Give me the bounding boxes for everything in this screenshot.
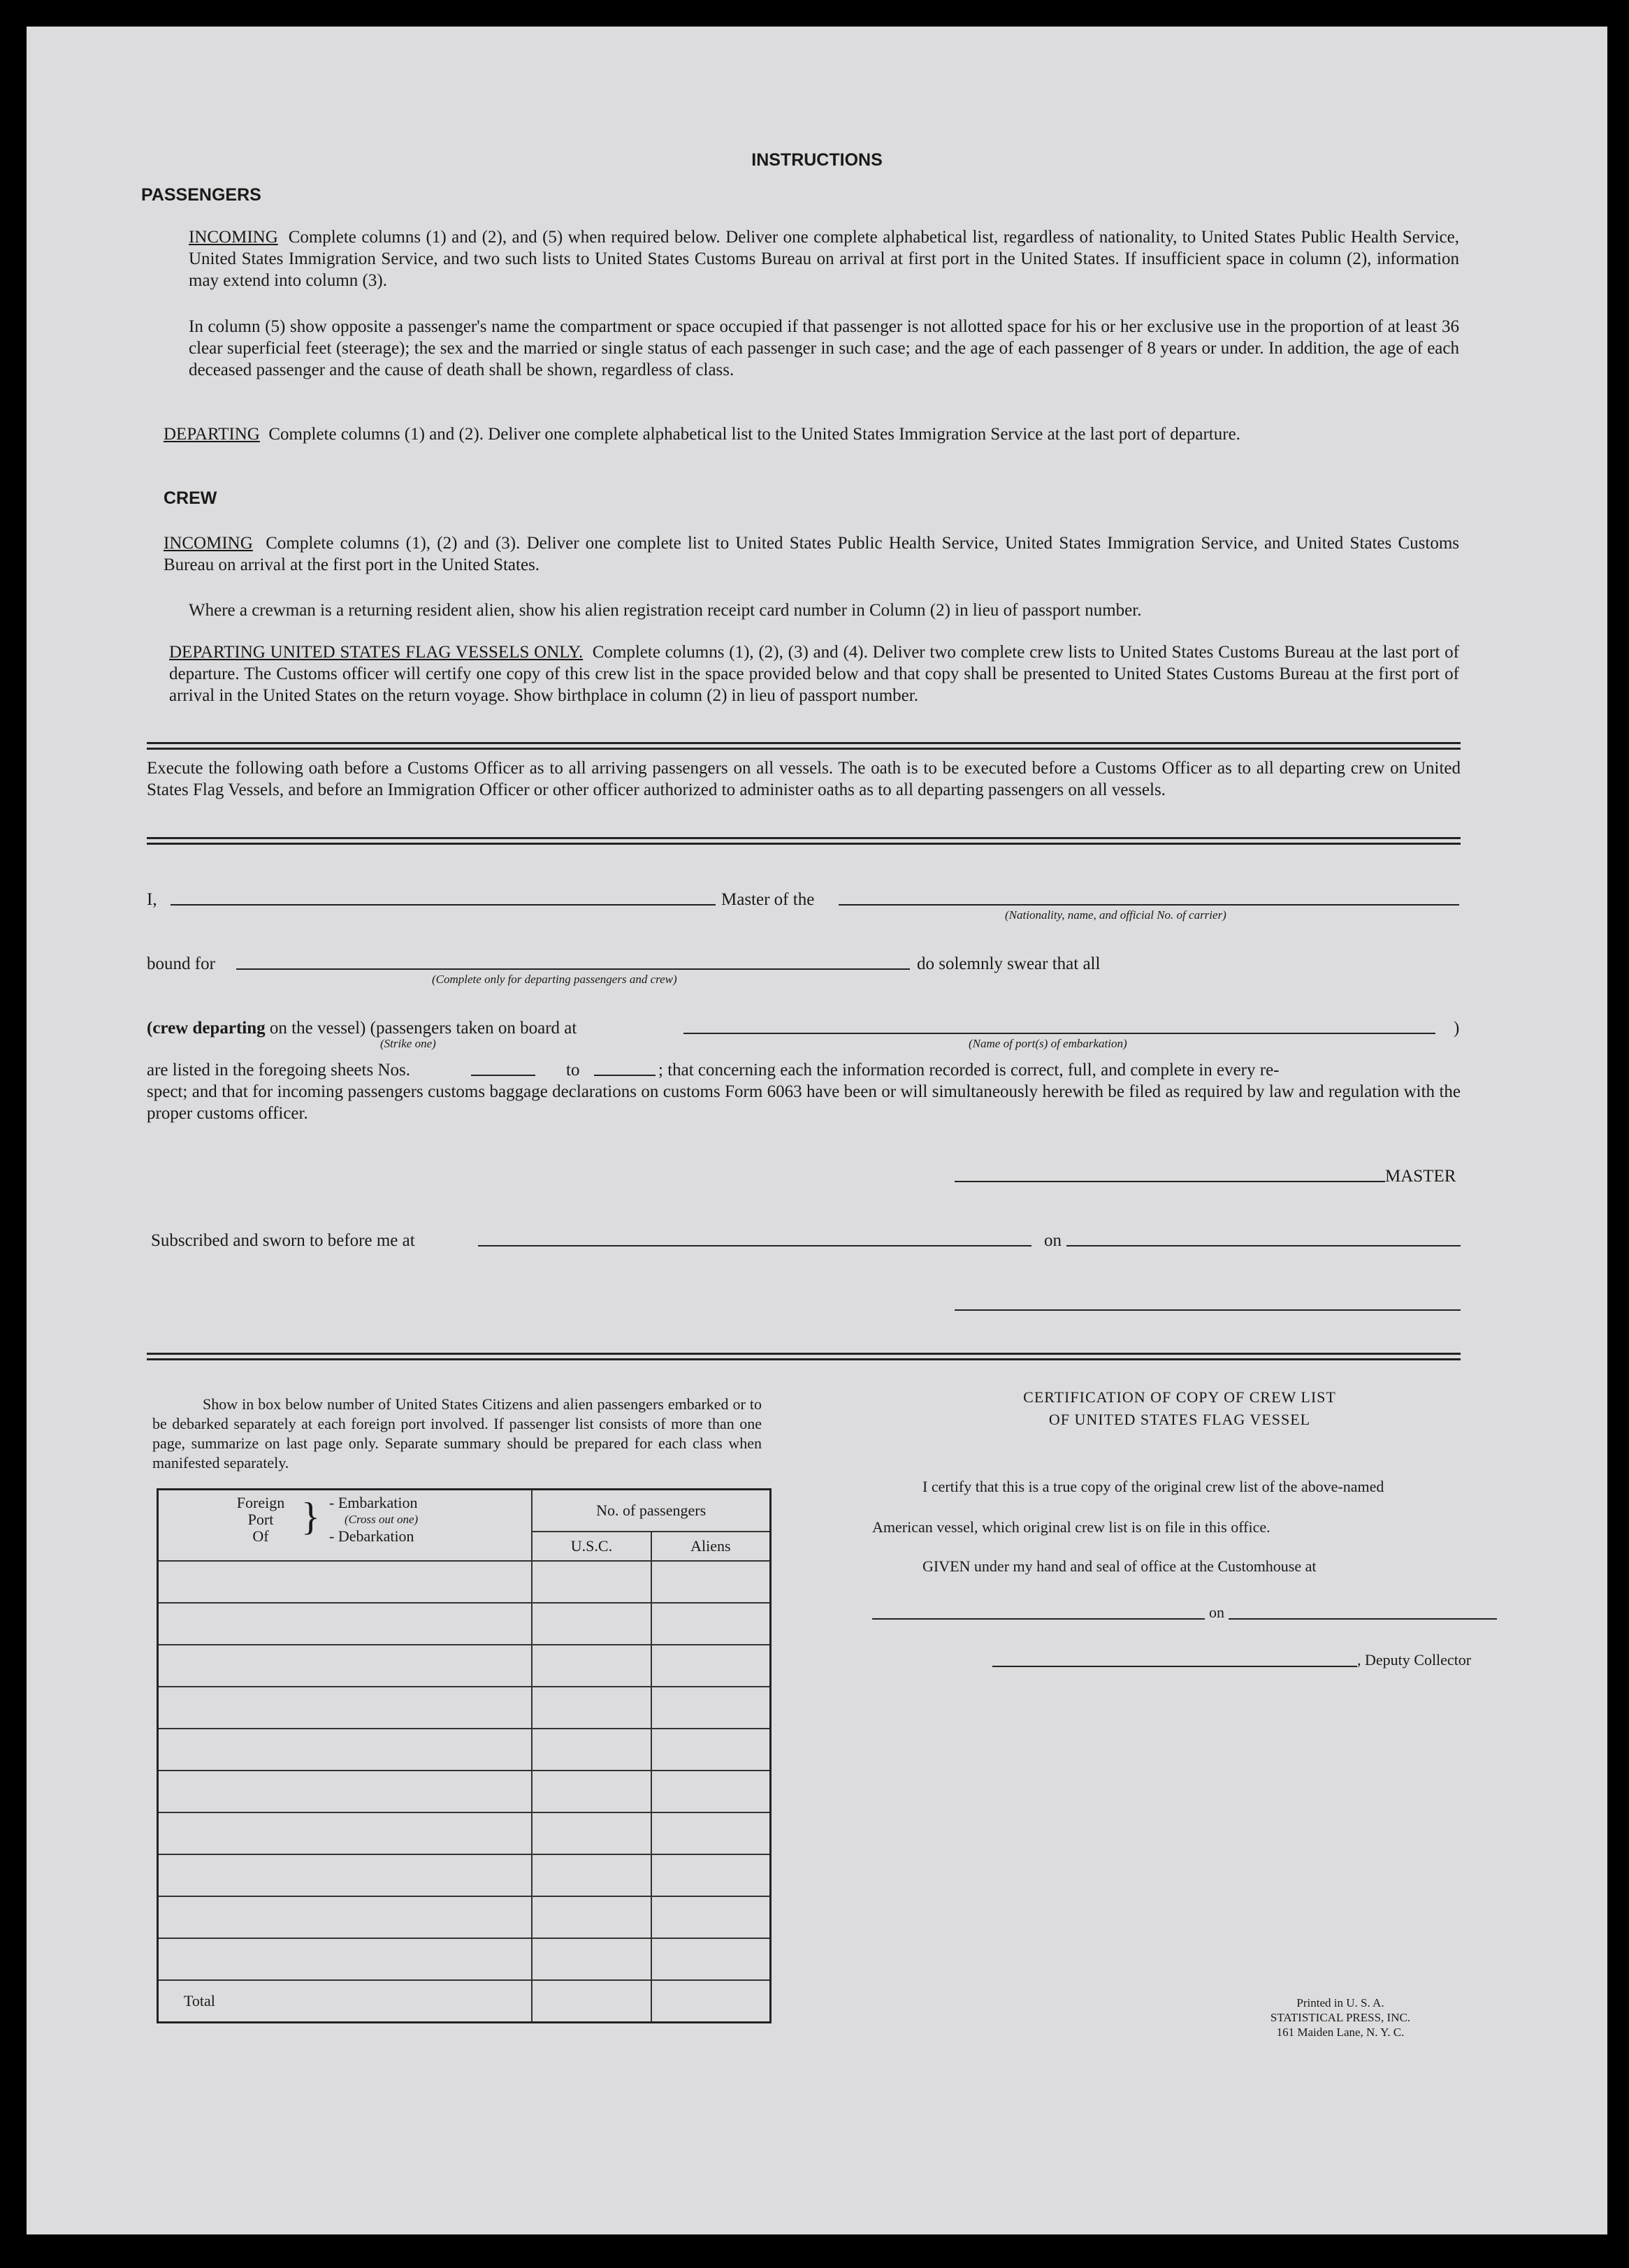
- port-cell[interactable]: [158, 1854, 533, 1896]
- port-header-cell: [158, 1490, 533, 1562]
- incoming-label: INCOMING: [189, 228, 278, 247]
- oath-i: I,: [147, 890, 157, 909]
- master-of-the-label: Master of the: [721, 890, 815, 909]
- aliens-cell[interactable]: [651, 1687, 771, 1729]
- sheets-text-1: are listed in the foregoing sheets Nos.: [147, 1061, 410, 1080]
- sworn-on-label: on: [1044, 1231, 1062, 1250]
- port-cell[interactable]: [158, 1645, 533, 1687]
- oath-intro: Execute the following oath before a Customs Officer as to all arriving passengers on all vessels. The oath is to be executed before a Customs Officer as to all departing crew on United States Flag Vessels, and before an Immigration Officer or other officer authorized to administer oaths as to all departing passengers on all vessels.: [147, 759, 1461, 799]
- carrier-line[interactable]: [839, 904, 1459, 906]
- port-cell[interactable]: [158, 1561, 533, 1603]
- departing-text: Complete columns (1) and (2). Deliver one complete alphabetical list to the United States Immigration Service at the last port of departure.: [268, 425, 1240, 444]
- table-row: [158, 1938, 771, 1980]
- bound-for-line[interactable]: [236, 968, 910, 970]
- of-label: Of: [252, 1527, 269, 1545]
- port-cell[interactable]: [158, 1896, 533, 1938]
- sheet-from-line[interactable]: [471, 1075, 535, 1076]
- deputy-signature-line[interactable]: [992, 1666, 1357, 1667]
- crew-incoming-text: Complete columns (1), (2) and (3). Deliver one complete list to United States Public Health Service, United States Immigration Service, and United States Customs Bureau on arrival at the first port in the United States.: [164, 534, 1460, 574]
- bound-for-caption: (Complete only for departing passengers and crew): [432, 973, 677, 986]
- total-row: [158, 1980, 771, 2023]
- summary-intro: Show in box below number of United States Citizens and alien passengers embarked or to be debarked separately at each foreign port involved. If passenger list consists of more than one page, summarize on last page only. Separate summary should be prepared for each class when manifested separately.: [152, 1395, 762, 1471]
- foreign-label: Foreign: [236, 1494, 285, 1511]
- aliens-total-cell[interactable]: [651, 1980, 771, 2023]
- table-row: [158, 1812, 771, 1854]
- table-row: [158, 1687, 771, 1729]
- total-label: Total: [158, 1980, 533, 2023]
- table-row: [158, 1645, 771, 1687]
- aliens-header: Aliens: [651, 1532, 771, 1561]
- passengers-incoming-paragraph: [189, 226, 1459, 291]
- aliens-cell[interactable]: [651, 1854, 771, 1896]
- port-label: Port: [247, 1511, 274, 1528]
- sworn-date-line[interactable]: [1066, 1245, 1461, 1246]
- flag-vessels-label: DEPARTING UNITED STATES FLAG VESSELS ONLY.: [169, 643, 584, 662]
- passengers-taken-option[interactable]: (passengers taken on board at: [370, 1019, 577, 1038]
- usc-cell[interactable]: [532, 1896, 651, 1938]
- strike-caption: (Strike one): [380, 1037, 436, 1050]
- certification-title-1: CERTIFICATION OF COPY OF CREW LIST: [1023, 1388, 1336, 1406]
- subscribed-label: Subscribed and sworn to before me at: [151, 1231, 415, 1250]
- crewman-paragraph: Where a crewman is a returning resident alien, show his alien registration receipt card number in Column (2) in lieu of passport number.: [189, 601, 1142, 620]
- customhouse-line[interactable]: [872, 1618, 1205, 1620]
- column5-paragraph: In column (5) show opposite a passenger's name the compartment or space occupied if that passenger is not allotted space for his or her exclusive use in the proportion of at least 36 clear superficial feet (steerage); the sex and the married or single status of each passenger in such case; and the age of each passenger of 8 years or under. In addition, the age of each deceased passenger and the cause of death shall be shown, regardless of class.: [189, 317, 1459, 379]
- brace: }: [301, 1495, 320, 1539]
- aliens-cell[interactable]: [651, 1812, 771, 1854]
- crew-incoming-label: INCOMING: [164, 534, 253, 553]
- port-cell[interactable]: [158, 1938, 533, 1980]
- aliens-cell[interactable]: [651, 1561, 771, 1603]
- certify-line-1: I certify that this is a true copy of the original crew list of the above-named: [922, 1478, 1384, 1495]
- divider: [147, 837, 1461, 845]
- to-label: to: [566, 1061, 580, 1080]
- printer-imprint: [1257, 1996, 1424, 2040]
- aliens-cell[interactable]: [651, 1938, 771, 1980]
- bound-for-label: bound for: [147, 954, 215, 973]
- departing-label: DEPARTING: [164, 425, 260, 444]
- table-row: [158, 1771, 771, 1812]
- divider: [147, 742, 1461, 750]
- aliens-cell[interactable]: [651, 1645, 771, 1687]
- master-signature-line[interactable]: [955, 1181, 1385, 1182]
- table-row: [158, 1729, 771, 1771]
- foreign-port-of: [226, 1495, 296, 1545]
- port-cell[interactable]: [158, 1771, 533, 1812]
- table-row: [158, 1854, 771, 1896]
- close-paren: ): [1454, 1019, 1460, 1038]
- sworn-place-line[interactable]: [478, 1245, 1031, 1246]
- port-cell[interactable]: [158, 1687, 533, 1729]
- usc-cell[interactable]: [532, 1812, 651, 1854]
- passengers-departing-paragraph: [164, 423, 1459, 445]
- usc-cell[interactable]: [532, 1603, 651, 1645]
- usc-cell[interactable]: [532, 1771, 651, 1812]
- cert-date-line[interactable]: [1229, 1618, 1497, 1620]
- usc-header: U.S.C.: [532, 1532, 651, 1561]
- deputy-collector-label: , Deputy Collector: [1357, 1651, 1472, 1669]
- table-row: [158, 1603, 771, 1645]
- flag-vessels-text: Complete columns (1), (2), (3) and (4). Deliver two complete crew lists to United States Customs Bureau at the last port of departure. The Customs officer will certify one copy of this crew list in the space provided below and that copy shall be presented to United States Customs Bureau at the first port of arrival in the United States on the return voyage. Show birthplace in column (2) in lieu of passport number.: [169, 643, 1460, 705]
- usc-cell[interactable]: [532, 1854, 651, 1896]
- port-cell[interactable]: [158, 1603, 533, 1645]
- debarkation-option[interactable]: - Debarkation: [329, 1527, 414, 1545]
- passengers-heading: PASSENGERS: [141, 185, 261, 205]
- sheet-to-line[interactable]: [594, 1075, 656, 1076]
- on-the-vessel: on the vessel): [269, 1019, 366, 1038]
- port-cell[interactable]: [158, 1729, 533, 1771]
- printer-line-1: Printed in U. S. A.: [1296, 1996, 1384, 2009]
- aliens-cell[interactable]: [651, 1896, 771, 1938]
- master-label: MASTER: [1385, 1167, 1456, 1186]
- given-line: GIVEN under my hand and seal of office at the Customhouse at: [922, 1557, 1317, 1575]
- certification-title-2: OF UNITED STATES FLAG VESSEL: [1048, 1411, 1311, 1428]
- printer-line-2: STATISTICAL PRESS, INC.: [1270, 2011, 1411, 2024]
- divider: [147, 1353, 1461, 1360]
- crew-departing-option[interactable]: (crew departing: [147, 1019, 266, 1038]
- cert-on-label: on: [1209, 1604, 1224, 1621]
- certify-line-2: American vessel, which original crew list is on file in this office.: [872, 1518, 1270, 1536]
- usc-cell[interactable]: [532, 1687, 651, 1729]
- sheets-text-2: ; that concerning each the information recorded is correct, full, and complete in every re-: [658, 1061, 1280, 1080]
- cross-out-caption: (Cross out one): [345, 1513, 419, 1526]
- usc-cell[interactable]: [532, 1561, 651, 1603]
- swear-text: do solemnly swear that all: [917, 954, 1101, 973]
- aliens-cell[interactable]: [651, 1729, 771, 1771]
- table-row: [158, 1561, 771, 1603]
- usc-cell[interactable]: [532, 1938, 651, 1980]
- printer-line-3: 161 Maiden Lane, N. Y. C.: [1276, 2026, 1405, 2039]
- incoming-text: Complete columns (1) and (2), and (5) when required below. Deliver one complete alphabetical list, regardless of nationality, to United States Public Health Service, United States Immigration Service, and two such lists to United States Customs Bureau on arrival at first port in the United States. If insufficient space in column (2), information may extend into column (3).: [189, 228, 1460, 290]
- instructions-heading: INSTRUCTIONS: [751, 150, 883, 170]
- strike-line-text: [147, 1017, 577, 1039]
- ports-summary-table: [157, 1488, 772, 2023]
- usc-cell[interactable]: [532, 1645, 651, 1687]
- embarkation-option[interactable]: - Embarkation: [329, 1494, 418, 1511]
- aliens-cell[interactable]: [651, 1603, 771, 1645]
- flag-vessels-paragraph: [169, 641, 1459, 706]
- aliens-cell[interactable]: [651, 1771, 771, 1812]
- form-page: [27, 27, 1607, 2234]
- embarkation-ports-line[interactable]: [683, 1033, 1435, 1034]
- ports-caption: (Name of port(s) of embarkation): [969, 1037, 1127, 1050]
- officer-signature-line[interactable]: [955, 1309, 1461, 1311]
- master-name-line[interactable]: [171, 904, 716, 906]
- carrier-caption: (Nationality, name, and official No. of carrier): [1005, 908, 1226, 922]
- no-of-passengers-header: No. of passengers: [532, 1490, 770, 1532]
- embark-debark-options: [329, 1495, 418, 1545]
- sheets-text-3: spect; and that for incoming passengers customs baggage declarations on customs Form 6063 have been or will simultaneously herewith be filed as required by law and regulation with the proper customs officer.: [147, 1082, 1461, 1123]
- usc-cell[interactable]: [532, 1729, 651, 1771]
- port-cell[interactable]: [158, 1812, 533, 1854]
- crew-heading: CREW: [164, 488, 217, 508]
- crew-incoming-paragraph: [164, 532, 1459, 576]
- table-row: [158, 1896, 771, 1938]
- usc-total-cell[interactable]: [532, 1980, 651, 2023]
